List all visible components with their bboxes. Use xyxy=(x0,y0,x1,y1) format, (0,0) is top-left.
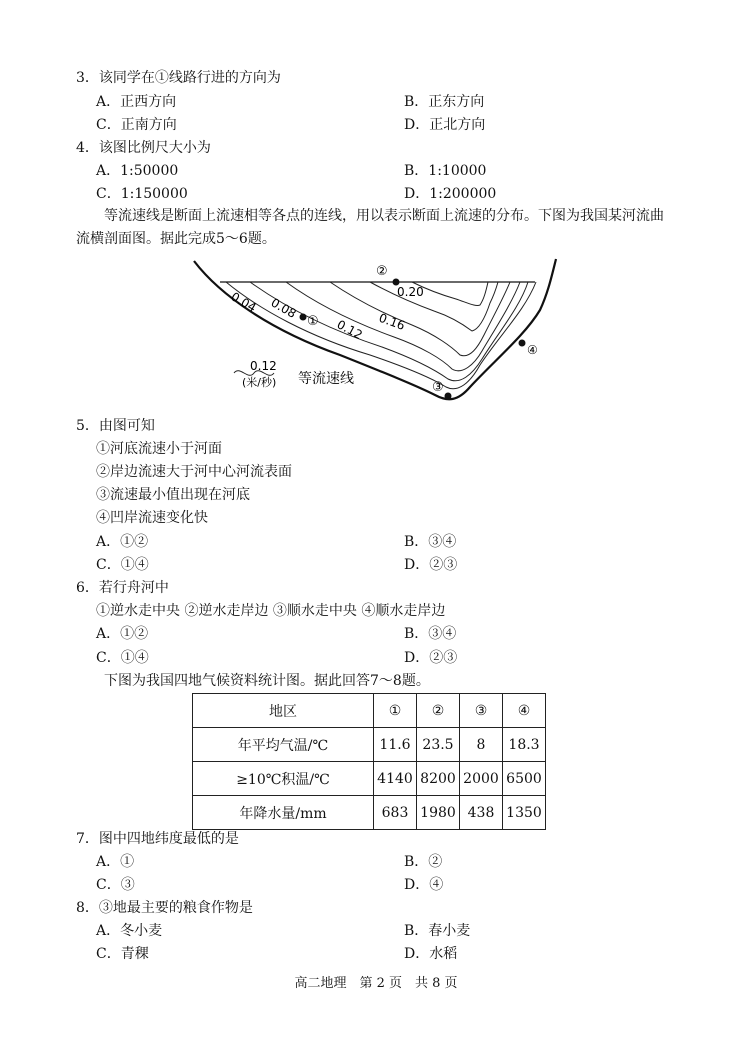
intro-paragraph-5-6: 等流速线是断面上流速相等各点的连线，用以表示断面上流速的分布。下图为我国某河流曲流横剖面图。据此完成5～6题。 xyxy=(76,208,664,247)
q6-option-c: C．①④ xyxy=(96,650,149,666)
q4-option-d: D．1:200000 xyxy=(404,186,497,202)
point-4-label: ④ xyxy=(527,343,538,357)
contour-label-008: 0.08 xyxy=(268,295,299,321)
q5-item-2: ②岸边流速大于河中心河流表面 xyxy=(96,464,292,480)
q5-item-4: ④凹岸流速变化快 xyxy=(96,510,208,526)
legend-unit: (米/秒) xyxy=(242,376,277,389)
table-cell: 8 xyxy=(460,728,503,762)
q5-option-d: D．②③ xyxy=(404,557,458,573)
q6-option-a: A．①② xyxy=(96,626,149,642)
point-1-marker xyxy=(300,314,307,321)
q4-option-b: B．1:10000 xyxy=(404,163,487,179)
table-row xyxy=(193,728,546,762)
table-cell: 年平均气温/℃ xyxy=(193,728,374,762)
table-header-row xyxy=(193,694,546,728)
point-1-label: ① xyxy=(307,314,319,329)
q3-option-c: C．正南方向 xyxy=(96,117,177,133)
q7-option-b: B．② xyxy=(404,854,443,870)
table-cell: 8200 xyxy=(417,762,460,796)
climate-data-table xyxy=(192,693,546,830)
q7-option-d: D．④ xyxy=(404,877,444,893)
point-3-label: ③ xyxy=(432,380,444,395)
table-cell: 年降水量/mm xyxy=(193,796,374,830)
q5-option-a: A．①② xyxy=(96,534,149,550)
q6-option-d: D．②③ xyxy=(404,650,458,666)
q5-option-b: B．③④ xyxy=(404,534,457,550)
q3-stem: 3．该同学在①线路行进的方向为 xyxy=(76,70,281,86)
q8-option-b: B．春小麦 xyxy=(404,923,471,939)
q4-stem: 4．该图比例尺大小为 xyxy=(76,140,211,156)
legend-text: 等流速线 xyxy=(298,371,354,387)
point-3-marker xyxy=(445,393,452,400)
table-cell: 1980 xyxy=(417,796,460,830)
q3-option-b: B．正东方向 xyxy=(404,94,485,110)
q5-stem: 5．由图可知 xyxy=(76,418,155,434)
q5-item-3: ③流速最小值出现在河底 xyxy=(96,487,250,503)
q7-stem: 7．图中四地纬度最低的是 xyxy=(76,831,239,847)
q5-item-1: ①河底流速小于河面 xyxy=(96,441,222,457)
table-cell: 23.5 xyxy=(417,728,460,762)
q7-option-a: A．① xyxy=(96,854,135,870)
point-2-marker xyxy=(393,279,400,286)
table-header-cell: ④ xyxy=(503,694,546,728)
point-4-marker xyxy=(519,340,526,347)
q6-option-b: B．③④ xyxy=(404,626,457,642)
q3-option-a: A．正西方向 xyxy=(96,94,177,110)
table-row xyxy=(193,762,546,796)
contour-label-004: 0.04 xyxy=(228,289,259,315)
q8-option-a: A．冬小麦 xyxy=(96,923,163,939)
table-header-cell: ① xyxy=(374,694,417,728)
table-header-cell: ② xyxy=(417,694,460,728)
intro-paragraph-7-8: 下图为我国四地气候资料统计图。据此回答7～8题。 xyxy=(104,673,430,689)
table-cell: 18.3 xyxy=(503,728,546,762)
q6-items: ①逆水走中央 ②逆水走岸边 ③顺水走中央 ④顺水走岸边 xyxy=(96,603,446,619)
table-cell: 6500 xyxy=(503,762,546,796)
q5-option-c: C．①④ xyxy=(96,557,149,573)
contour-label-012: 0.12 xyxy=(334,317,365,343)
contour-label-016: 0.16 xyxy=(376,310,407,333)
table-cell: 11.6 xyxy=(374,728,417,762)
table-header-cell: 地区 xyxy=(193,694,374,728)
q8-option-d: D．水稻 xyxy=(404,946,458,962)
table-cell: 683 xyxy=(374,796,417,830)
table-cell: 438 xyxy=(460,796,503,830)
page-footer: 高二地理 第 2 页 共 8 页 xyxy=(294,976,458,991)
table-cell: 4140 xyxy=(374,762,417,796)
table-header-cell: ③ xyxy=(460,694,503,728)
river-cross-section-figure xyxy=(190,255,570,405)
table-cell: 2000 xyxy=(460,762,503,796)
q4-option-a: A．1:50000 xyxy=(96,163,179,179)
q4-option-c: C．1:150000 xyxy=(96,186,188,202)
table-cell: ≥10℃积温/℃ xyxy=(193,762,374,796)
legend-value: 0.12 xyxy=(250,359,277,373)
q8-option-c: C．青稞 xyxy=(96,946,149,962)
q3-option-d: D．正北方向 xyxy=(404,117,486,133)
point-2-label: ② xyxy=(376,264,388,279)
q8-stem: 8．③地最主要的粮食作物是 xyxy=(76,900,253,916)
contour-label-020: 0.20 xyxy=(397,285,424,299)
q6-stem: 6．若行舟河中 xyxy=(76,580,169,596)
table-cell: 1350 xyxy=(503,796,546,830)
table-row xyxy=(193,796,546,830)
q7-option-c: C．③ xyxy=(96,877,135,893)
